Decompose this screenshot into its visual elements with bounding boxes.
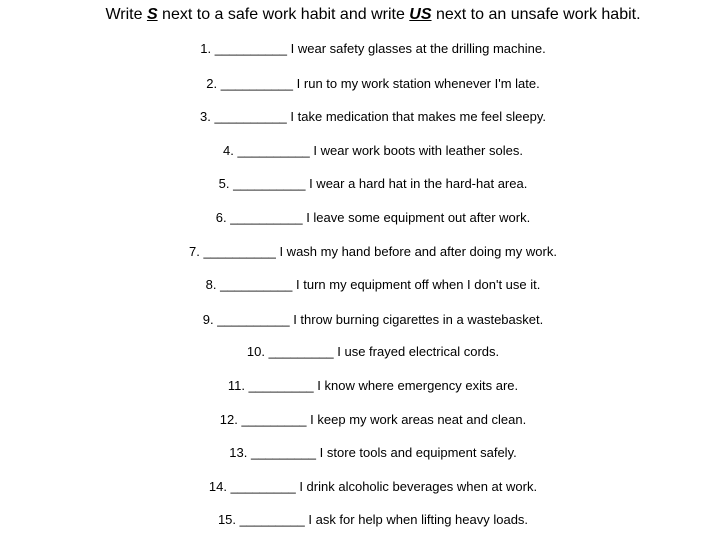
item-number: 8. — [205, 277, 217, 292]
item-text: I wear safety glasses at the drilling machine. — [290, 41, 546, 56]
answer-blank: __________ — [203, 244, 276, 259]
item-text: I drink alcoholic beverages when at work. — [299, 479, 538, 494]
item-number: 13. — [229, 445, 248, 460]
item-text: I ask for help when lifting heavy loads. — [308, 512, 529, 527]
answer-blank: _________ — [268, 344, 334, 359]
worksheet-item-3 — [0, 109, 720, 125]
item-number: 9. — [202, 312, 214, 327]
worksheet-item-9 — [0, 312, 720, 328]
instructions-part1: Write — [105, 6, 147, 23]
worksheet-item-7 — [0, 244, 720, 260]
item-text: I take medication that makes me feel sleepy. — [290, 109, 546, 124]
answer-blank: __________ — [217, 312, 290, 327]
item-text: I wear work boots with leather soles. — [313, 143, 523, 158]
worksheet-item-6 — [0, 210, 720, 226]
item-text: I throw burning cigarettes in a wastebasket. — [293, 312, 544, 327]
worksheet-item-13 — [0, 445, 720, 461]
item-number: 1. — [200, 41, 212, 56]
item-number: 5. — [218, 176, 230, 191]
answer-blank: __________ — [214, 109, 287, 124]
worksheet-item-10 — [0, 344, 720, 360]
worksheet-item-11 — [0, 378, 720, 394]
instructions-part3: next to an unsafe work habit. — [431, 6, 641, 23]
answer-blank: __________ — [233, 176, 306, 191]
instructions-part2: next to a safe work habit and write — [157, 6, 410, 23]
item-number: 11. — [227, 378, 245, 393]
answer-blank: __________ — [220, 277, 293, 292]
answer-blank: _________ — [248, 378, 314, 393]
worksheet-item-12 — [0, 412, 720, 428]
answer-blank: _________ — [241, 412, 307, 427]
item-text: I store tools and equipment safely. — [319, 445, 517, 460]
item-text: I turn my equipment off when I don't use it. — [296, 277, 541, 292]
worksheet-item-2 — [0, 76, 720, 92]
worksheet-item-1 — [0, 41, 720, 57]
worksheet-item-14 — [0, 479, 720, 495]
item-text: I wear a hard hat in the hard-hat area. — [309, 176, 528, 191]
item-text: I run to my work station whenever I'm late. — [296, 76, 540, 91]
worksheet-item-15 — [0, 512, 720, 528]
item-text: I wash my hand before and after doing my work. — [279, 244, 557, 259]
item-text: I know where emergency exits are. — [317, 378, 519, 393]
instructions-title — [0, 5, 720, 25]
item-text: I keep my work areas neat and clean. — [310, 412, 527, 427]
answer-blank: __________ — [237, 143, 310, 158]
item-number: 14. — [208, 479, 227, 494]
item-text: I leave some equipment out after work. — [306, 210, 531, 225]
item-number: 6. — [215, 210, 227, 225]
item-text: I use frayed electrical cords. — [337, 344, 500, 359]
answer-blank: _________ — [230, 479, 296, 494]
item-number: 3. — [200, 109, 211, 124]
item-number: 4. — [223, 143, 234, 158]
worksheet-item-4 — [0, 143, 720, 159]
answer-blank: __________ — [220, 76, 294, 91]
answer-blank: __________ — [214, 41, 288, 56]
answer-blank: __________ — [230, 210, 303, 225]
worksheet-item-8 — [0, 277, 720, 293]
item-number: 12. — [219, 412, 238, 427]
safe-code: S — [146, 6, 158, 23]
item-number: 10. — [246, 344, 265, 359]
worksheet-item-5 — [0, 176, 720, 192]
item-number: 2. — [206, 76, 218, 91]
item-number: 15. — [217, 512, 237, 527]
unsafe-code: US — [409, 6, 432, 23]
answer-blank: _________ — [239, 512, 305, 527]
item-number: 7. — [189, 244, 200, 259]
answer-blank: _________ — [250, 445, 317, 460]
